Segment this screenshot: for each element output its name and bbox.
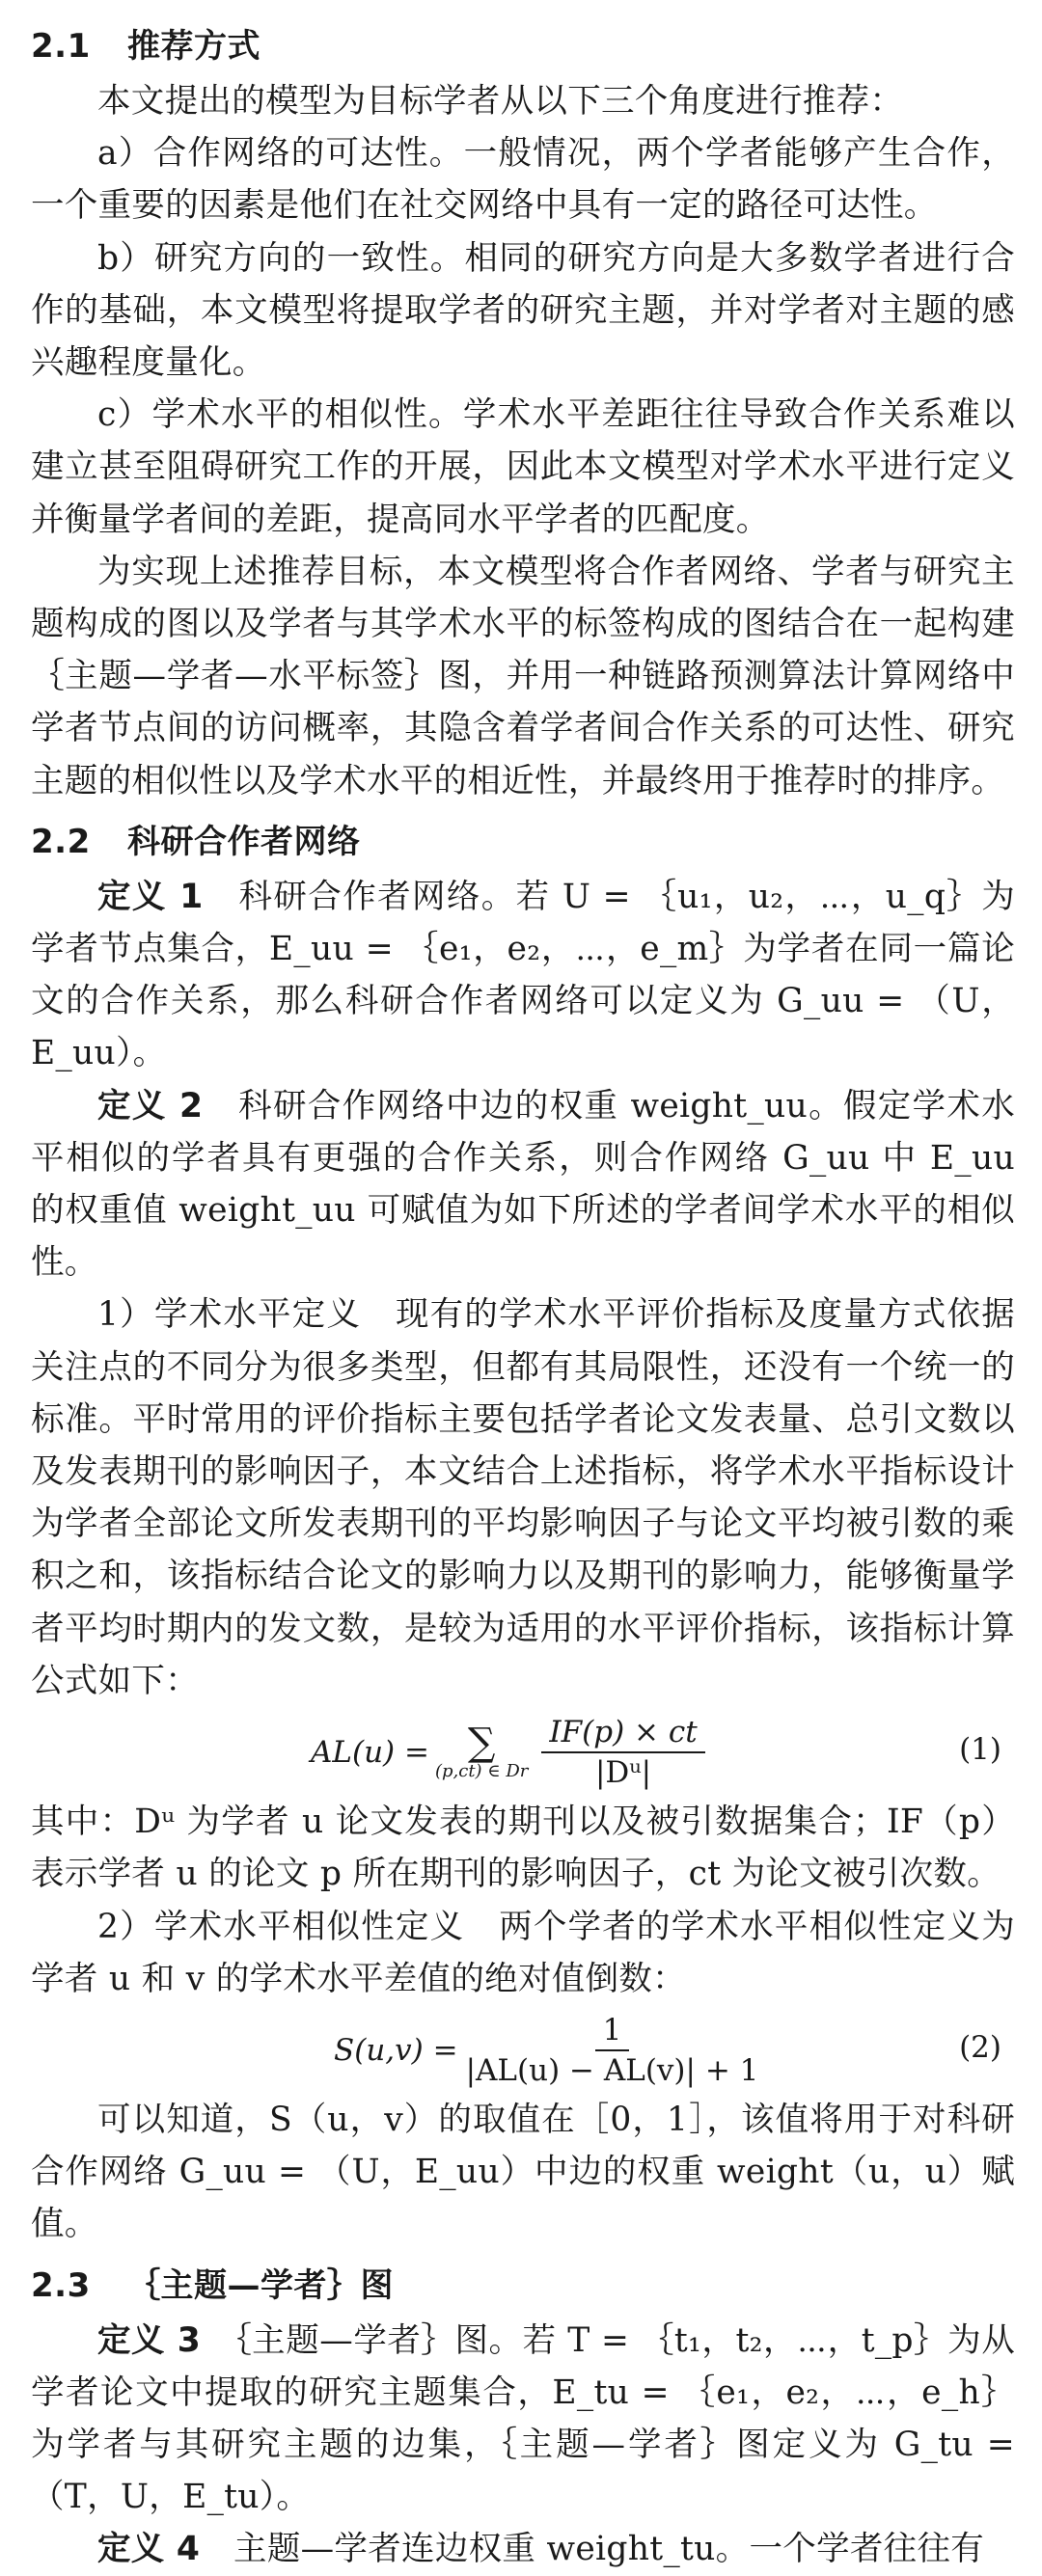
definition-label: 定义 4 xyxy=(97,2530,201,2569)
section-title: ｛主题—学者｝图 xyxy=(127,2265,394,2305)
equation-number: (2) xyxy=(959,2029,1001,2065)
fraction xyxy=(541,1715,704,1790)
sigma-symbol: ∑ xyxy=(467,1721,496,1766)
paragraph-reachability: a）合作网络的可达性。一般情况，两个学者能够产生合作，一个重要的因素是他们在社交网络中具有一定的路径可达性。 xyxy=(31,134,1015,226)
paragraph-recommend-goal: 为实现上述推荐目标，本文模型将合作者网络、学者与研究主题构成的图以及学者与其学术水平的标签构成的图结合在一起构建｛主题—学者—水平标签｝图，并用一种链路预测算法计算网络中学者节点间的访问概率，其隐含着学者间合作关系的可达性、研究主题的相似性以及学术水平的相近性，并最终用于推荐时的排序。 xyxy=(31,552,1015,800)
equation-2 xyxy=(31,2005,1015,2094)
fraction xyxy=(466,2013,759,2088)
summation xyxy=(435,1723,528,1781)
equation-1 xyxy=(31,1707,1015,1796)
numerator: IF(p) × ct xyxy=(541,1715,704,1753)
summation-subscript: (p,ct) ∈ Dr xyxy=(434,1761,529,1782)
section-heading-2-3 xyxy=(31,2257,1015,2315)
definition-text: 科研合作网络中边的权重 weight_uu。假定学术水平相似的学者具有更强的合作关系，则合作网络 G_uu 中 E_uu 的权重值 weight_uu 可赋值为如下所述的学者间学术水平的相似性。 xyxy=(31,1086,1015,1283)
equation-lhs: AL(u) = xyxy=(311,1735,429,1771)
definition-label: 定义 3 xyxy=(97,2320,201,2360)
denominator: |Dᵘ| xyxy=(594,1755,652,1791)
section-title: 推荐方式 xyxy=(127,27,260,66)
equation-number: (1) xyxy=(959,1732,1001,1768)
section-heading-2-2 xyxy=(31,813,1015,871)
definition-label: 定义 2 xyxy=(97,1086,204,1125)
paragraph-academic-level: c）学术水平的相似性。学术水平差距往往导致合作关系难以建立甚至阻碍研究工作的开展，因此本文模型对学术水平进行定义并衡量学者间的差距，提高同水平学者的匹配度。 xyxy=(31,395,1015,539)
denominator: |AL(u) − AL(v)| + 1 xyxy=(465,2052,759,2088)
section-number: 2.2 xyxy=(31,822,91,861)
definition-text: ｛主题—学者｝图。若 T = ｛t₁，t₂，⋯，t_p｝为从学者论文中提取的研究主题集合，E_tu = ｛e₁，e₂，⋯，e_h｝为学者与其研究主题的边集，｛主题—学者｝图定义为 G_tu = （T，U，E_tu）。 xyxy=(31,2320,1015,2517)
definition-2 xyxy=(31,1080,1015,1289)
definition-4 xyxy=(31,2523,1015,2575)
section-number: 2.3 xyxy=(31,2265,91,2305)
section-number: 2.1 xyxy=(31,27,91,66)
definition-text: 主题—学者连边权重 weight_tu。一个学者往往有 xyxy=(233,2530,985,2569)
paragraph-intro: 本文提出的模型为目标学者从以下三个角度进行推荐： xyxy=(97,82,904,121)
definition-text: 科研合作者网络。若 U = ｛u₁，u₂，⋯，u_q｝为学者节点集合，E_uu = ｛e₁，e₂，⋯，e_m｝为学者在同一篇论文的合作关系，那么科研合作者网络可以定义为 G_uu = （U，E_uu）。 xyxy=(31,877,1016,1073)
paragraph-similarity-definition: 2）学术水平相似性定义 两个学者的学术水平相似性定义为学者 u 和 v 的学术水平差值的绝对值倒数： xyxy=(31,1907,1015,1998)
equation-lhs: S(u,v) = xyxy=(334,2032,458,2068)
definition-1 xyxy=(31,871,1015,1080)
definition-label: 定义 1 xyxy=(97,877,204,916)
numerator: 1 xyxy=(595,2013,630,2051)
paragraph-where: 其中：Dᵘ 为学者 u 论文发表的期刊以及被引数据集合；IF（p）表示学者 u 的论文 p 所在期刊的影响因子，ct 为论文被引次数。 xyxy=(31,1803,1015,1894)
section-heading-2-1 xyxy=(31,17,1015,75)
definition-3 xyxy=(31,2315,1015,2524)
paragraph-research-direction: b）研究方向的一致性。相同的研究方向是大多数学者进行合作的基础，本文模型将提取学者的研究主题，并对学者对主题的感兴趣程度量化。 xyxy=(31,238,1015,383)
paper-page xyxy=(31,17,1015,2576)
paragraph-range: 可以知道，S（u，v）的取值在［0，1］，该值将用于对科研合作网络 G_uu = （U，E_uu）中边的权重 weight（u，u）赋值。 xyxy=(31,2100,1015,2244)
section-title: 科研合作者网络 xyxy=(127,822,361,861)
paragraph-level-definition: 1）学术水平定义 现有的学术水平评价指标及度量方式依据关注点的不同分为很多类型，但都有其局限性，还没有一个统一的标准。平时常用的评价指标主要包括学者论文发表量、总引文数以及发表期刊的影响因子，本文结合上述指标，将学术水平指标设计为学者全部论文所发表期刊的平均影响因子与论文平均被引数的乘积之和，该指标结合论文的影响力以及期刊的影响力，能够衡量学者平均时期内的发文数，是较为适用的水平评价指标，该指标计算公式如下： xyxy=(31,1295,1015,1700)
